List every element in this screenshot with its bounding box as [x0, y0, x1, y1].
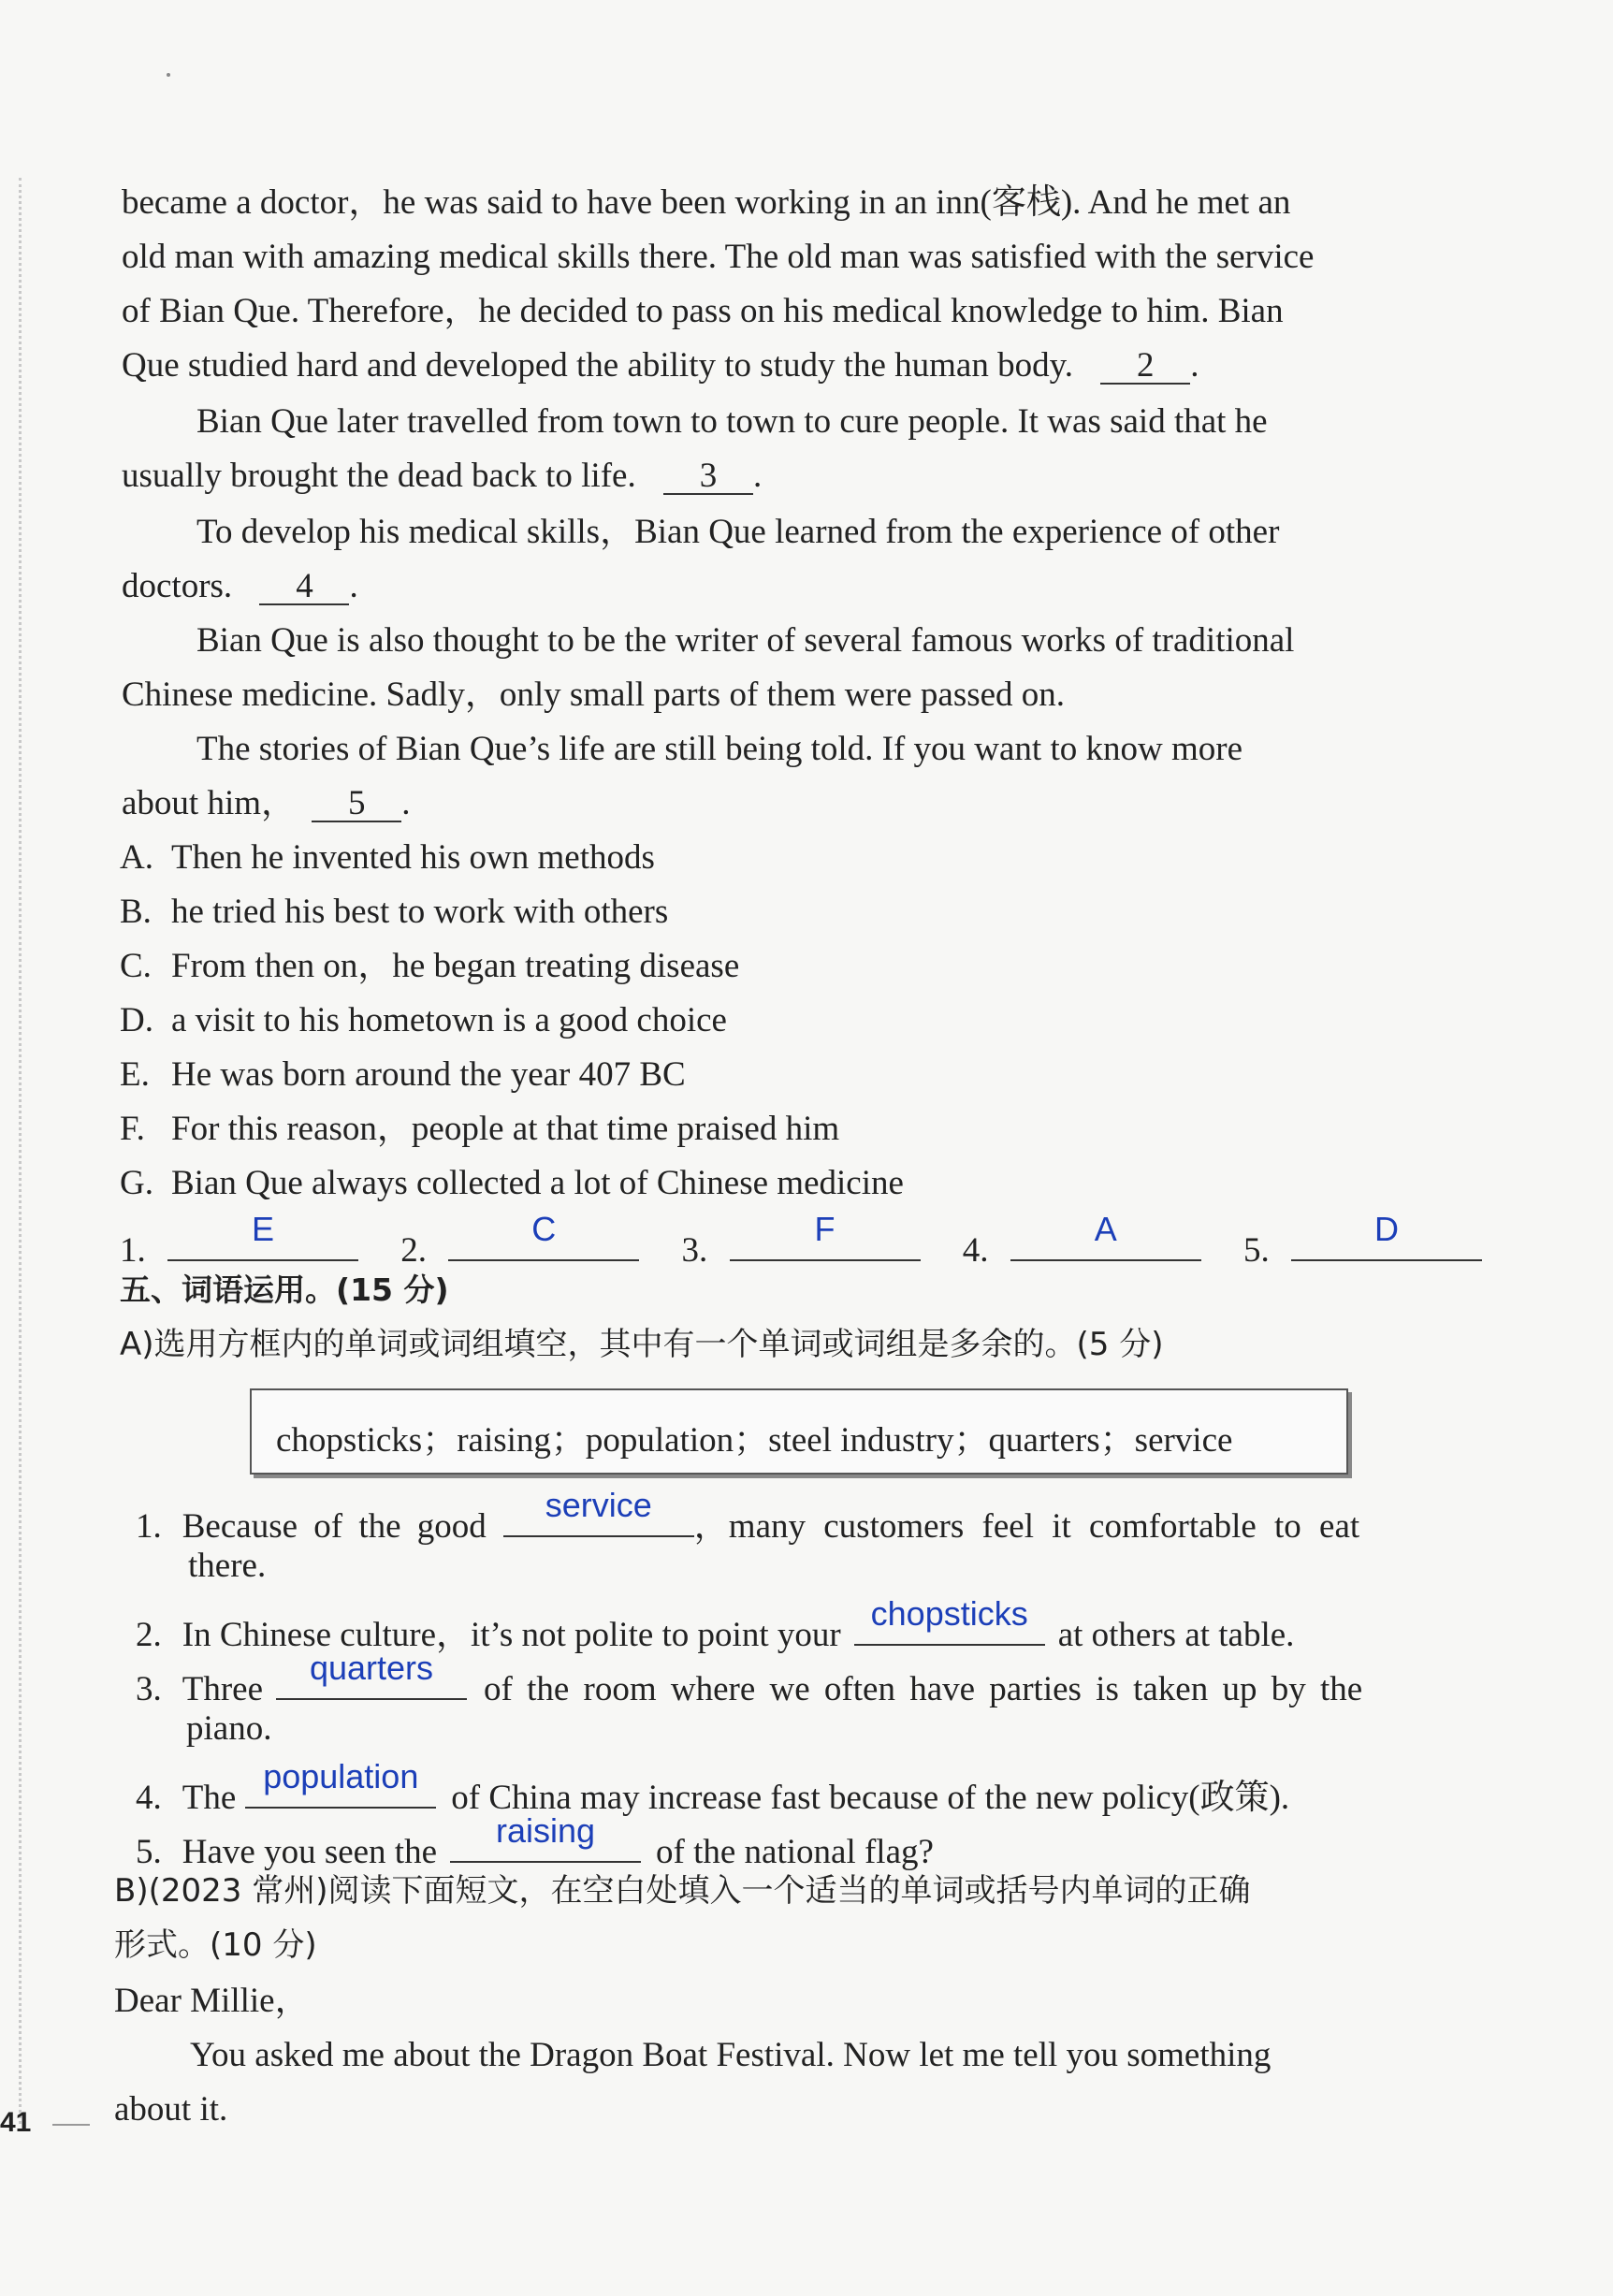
letter-line: about it. [114, 2090, 228, 2129]
option-item [120, 1112, 839, 1146]
answer-blank-raising[interactable] [450, 1811, 641, 1863]
option-text: Bian Que always collected a lot of Chinese medicine [171, 1164, 904, 1202]
passage-line: about him， 5 . [122, 784, 411, 822]
passage-text: about him， [122, 784, 297, 822]
part-b-instruction-cont: 形式。(10 分) [114, 1926, 317, 1964]
answer-number: 5. [1243, 1231, 1270, 1270]
answer-blank-4[interactable] [1010, 1210, 1201, 1261]
answer-blank-3[interactable] [730, 1210, 921, 1261]
passage-text: Bian Que later travelled from town to town to cure people. It was said that he [196, 402, 1268, 441]
answer-number: 2. [400, 1231, 427, 1270]
passage-line: usually brought the dead back to life. 3 . [122, 457, 763, 495]
option-text: he tried his best to work with others [171, 893, 669, 931]
answer-text: population [263, 1757, 419, 1795]
question-text: In Chinese culture，it’s not polite to point your [182, 1616, 841, 1654]
question-text: of the room where we often have parties is taken up by the [484, 1670, 1363, 1708]
question-text: at others at table. [1057, 1616, 1295, 1654]
option-letter: D. [120, 1001, 153, 1039]
answer-text: chopsticks [870, 1594, 1028, 1633]
option-letter: F. [120, 1110, 145, 1148]
blank-number: 2 [1136, 346, 1155, 385]
option-item [120, 1166, 904, 1200]
blank-number: 4 [296, 567, 313, 605]
option-letter: E. [120, 1055, 150, 1094]
letter-text: You asked me about the Dragon Boat Festival. Now let me tell you something [190, 2036, 1272, 2074]
answer-blank-1[interactable] [167, 1210, 358, 1261]
question-text: ，many customers feel it comfortable to eat [693, 1507, 1360, 1546]
question-text: Because of the good [182, 1507, 487, 1546]
part-a-instruction: A)选用方框内的单词或词组填空，其中有一个单词或词组是多余的。(5 分) [120, 1326, 1164, 1363]
question-5 [136, 1811, 934, 1871]
option-letter: A. [120, 838, 153, 877]
question-number: 4. [136, 1779, 162, 1817]
option-letter: G. [120, 1164, 153, 1202]
word-box [250, 1388, 1348, 1475]
question-1 [136, 1486, 1489, 1546]
option-item [120, 894, 668, 929]
option-item [120, 949, 739, 983]
answer-blank-5[interactable] [1291, 1210, 1482, 1261]
word-box-text: chopsticks；raising；population；steel industry；quarters；service [276, 1421, 1233, 1460]
passage-line [122, 185, 1489, 220]
question-number: 1. [136, 1507, 162, 1546]
blank-number: 5 [348, 784, 366, 822]
section-heading: 五、词语运用。(15 分) [120, 1272, 449, 1308]
passage-line [122, 240, 1489, 274]
page-number-rule [52, 2124, 90, 2126]
passage-line [196, 515, 1489, 549]
question-text: Have you seen the [182, 1833, 438, 1871]
blank-5[interactable] [312, 786, 401, 822]
answer-text: C [531, 1210, 557, 1248]
option-item [120, 1057, 686, 1092]
answer-row [120, 1210, 1482, 1270]
question-3 [136, 1649, 1489, 1708]
page-number: 41 [0, 2107, 32, 2138]
passage-line [122, 294, 1489, 328]
answer-text: A [1094, 1210, 1117, 1248]
part-b-instruction: B)(2023 常州)阅读下面短文，在空白处填入一个适当的单词或括号内单词的正确 [114, 1872, 1251, 1910]
passage-line [196, 623, 1489, 658]
passage-text: Que studied hard and developed the ability to study the human body. [122, 346, 1073, 385]
answer-number: 4. [962, 1231, 989, 1270]
letter-line [190, 2038, 1479, 2072]
option-letter: C. [120, 947, 152, 985]
answer-blank-2[interactable] [448, 1210, 639, 1261]
question-4 [136, 1757, 1290, 1817]
passage-text: of Bian Que. Therefore，he decided to pass on his medical knowledge to him. Bian [122, 292, 1284, 330]
option-text: Then he invented his own methods [171, 838, 655, 877]
passage-text: usually brought the dead back to life. [122, 457, 636, 495]
option-text: a visit to his hometown is a good choice [171, 1001, 727, 1039]
option-item [120, 1003, 727, 1038]
question-text: of China may increase fast because of the new policy(政策). [451, 1779, 1290, 1817]
answer-blank-chopsticks[interactable] [854, 1594, 1045, 1646]
passage-line [196, 404, 1489, 439]
margin-dotted-line [19, 178, 22, 2124]
passage-text: Chinese medicine. Sadly，only small parts of them were passed on. [122, 676, 1066, 714]
option-text: From then on，he began treating disease [171, 947, 740, 985]
blank-number: 3 [699, 457, 718, 495]
option-letter: B. [120, 893, 152, 931]
option-text: He was born around the year 407 BC [171, 1055, 686, 1094]
blank-2[interactable] [1100, 348, 1190, 385]
question-text: The [182, 1779, 237, 1817]
answer-text: E [251, 1210, 274, 1248]
passage-line: Que studied hard and developed the ability to study the human body. 2 . [122, 346, 1199, 385]
answer-text: F [814, 1210, 836, 1248]
speck [167, 73, 170, 77]
answer-text: raising [495, 1811, 596, 1850]
passage-text: The stories of Bian Que’s life are still being told. If you want to know more [196, 730, 1242, 768]
question-2 [136, 1594, 1295, 1654]
passage-line [122, 677, 1065, 712]
answer-text: quarters [309, 1649, 434, 1687]
passage-text: doctors. [122, 567, 233, 605]
question-number: 2. [136, 1616, 162, 1654]
answer-blank-population[interactable] [245, 1757, 436, 1809]
passage-text: old man with amazing medical skills there. The old man was satisfied with the service [122, 238, 1315, 276]
passage-line: doctors. 4 . [122, 567, 358, 605]
answer-text: D [1374, 1210, 1399, 1248]
passage-text: To develop his medical skills，Bian Que learned from the experience of other [196, 513, 1280, 551]
question-number: 3. [136, 1670, 162, 1708]
letter-salutation: Dear Millie， [114, 1982, 310, 2020]
answer-text: service [545, 1486, 652, 1524]
passage-text: became a doctor，he was said to have been working in an inn(客栈). And he met an [122, 183, 1291, 222]
blank-3[interactable] [663, 458, 753, 495]
blank-4[interactable] [259, 569, 349, 605]
passage-line [196, 732, 1489, 766]
question-text: Three [182, 1670, 264, 1708]
passage-text: Bian Que is also thought to be the writer of several famous works of traditional [196, 621, 1295, 660]
option-text: For this reason，people at that time praised him [171, 1110, 840, 1148]
option-item [120, 840, 655, 875]
question-3-cont: piano. [186, 1709, 272, 1748]
answer-number: 1. [120, 1231, 146, 1270]
question-number: 5. [136, 1833, 162, 1871]
question-1-cont: there. [188, 1547, 267, 1585]
answer-number: 3. [681, 1231, 708, 1270]
answer-blank-service[interactable] [503, 1486, 694, 1537]
answer-blank-quarters[interactable] [276, 1649, 467, 1700]
question-text: of the national flag? [656, 1833, 934, 1871]
